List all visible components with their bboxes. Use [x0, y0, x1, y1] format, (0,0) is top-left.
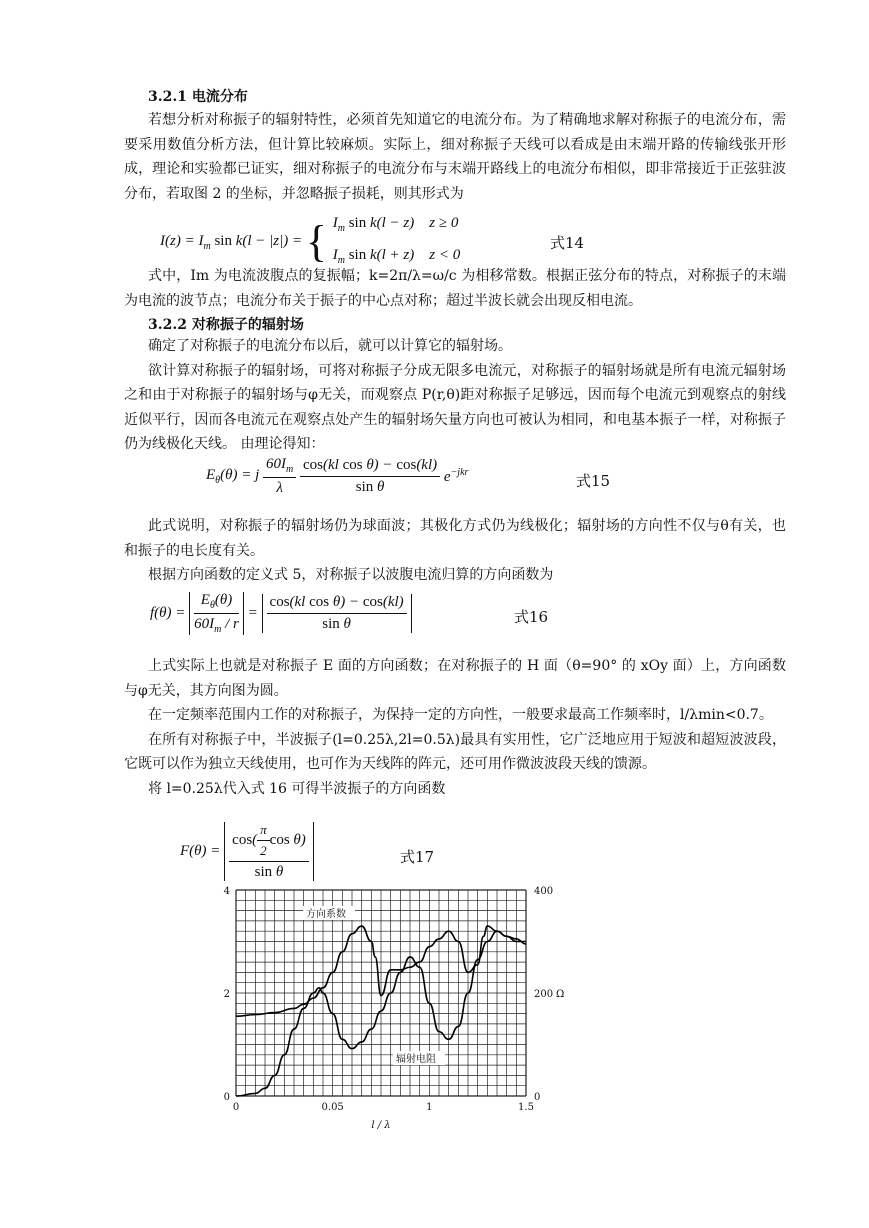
left-y-tick-label: 4	[223, 886, 230, 897]
right-y-tick-label: 400	[534, 886, 554, 897]
equation-17: F(θ) = cos( $\frac{\pi}{2}$ cos θ) sin θ	[180, 822, 314, 881]
paragraph-text: 将 l=0.25λ代入式 16 可得半波振子的方向函数	[148, 780, 446, 797]
label-directivity	[303, 906, 355, 920]
left-y-tick-label: 2	[223, 989, 230, 1000]
equation-14: $I(z) = I_m$ sin k(l − |z|) = { $I_m$ sin k(l − z) z ≥ 0 $I_m$ sin k(l + z) z < 0	[160, 215, 461, 266]
x-axis-label: l / λ	[371, 1120, 391, 1130]
fraction: $\frac{60I_m}{\lambda}$	[263, 456, 296, 497]
paragraph-direction-function	[124, 654, 786, 801]
x-tick-label: 0.05	[321, 1102, 344, 1113]
section-heading-radiation-field: 3.2.2 对称振子的辐射场	[148, 317, 304, 333]
series-label-radiation-resistance: 辐射电阻	[396, 1054, 436, 1065]
paragraph-radiation-properties	[124, 514, 786, 588]
fraction: $\frac{\text{cos(kl cos θ) − cos(kl)}}{\text{sin θ}}$	[300, 457, 440, 496]
left-y-tick-label: 0	[223, 1092, 230, 1103]
right-y-tick-label: 0	[534, 1092, 541, 1103]
x-tick-label: 1	[426, 1102, 433, 1113]
section-heading-current-distribution: 3.2.1 电流分布	[148, 89, 248, 105]
x-tick-label: 1.5	[518, 1102, 534, 1113]
series-label-directivity: 方向系数	[306, 909, 346, 920]
x-tick-label: 0	[232, 1102, 240, 1113]
paragraph-current-distribution	[124, 108, 786, 206]
equation-15-label: 式15	[576, 472, 611, 490]
equation-17-label: 式17	[400, 848, 435, 866]
equation-16: f(θ) = $\frac{E_\theta(\theta)}{60I_m / r}$ = $\frac{\text{cos(kl cos θ) − cos(kl)}}{\text{sin θ}}$	[150, 592, 412, 635]
chart-ticks	[224, 886, 553, 1113]
paragraph-text: 上式实际上也就是对称振子 E 面的方向函数；在对称振子的 H 面（θ=90° 的 xOy 面）上，方向函数与φ无关，其方向图为圆。	[124, 658, 786, 699]
paragraph-text: 在所有对称振子中，半波振子(l=0.25λ,2l=0.5λ)最具有实用性，它广泛地应用于短波和超短波波段，它既可以作为独立天线使用，也可作为天线阵的阵元，还可用作微波波段天线的馈源。	[124, 731, 786, 772]
equation-14-label: 式14	[550, 234, 585, 252]
half-wave-dipole-chart	[200, 880, 600, 1130]
paragraph-text: 欲计算对称振子的辐射场，可将对称振子分成无限多电流元，对称振子的辐射场就是所有电流元辐射场之和由于对称振子的辐射场与φ无关，而观察点 P(r,θ)距对称振子足够远，因而每个电流元到观察点的射线近似平行，因而各电流元在观察点处产生的辐射场矢量方向也可被认为相同，和电基本振子一样，对称振子仍为线极化天线。 由理论得知：	[124, 362, 786, 452]
right-y-tick-label: 200	[534, 989, 554, 1000]
paragraph-text: 确定了对称振子的电流分布以后，就可以计算它的辐射场。	[148, 338, 512, 354]
paragraph-current-explanation	[124, 264, 786, 313]
paragraph-text: 在一定频率范围内工作的对称振子，为保持一定的方向性，一般要求最高工作频率时，l/λmin<0.7。	[148, 707, 773, 723]
paragraph-text: 式中，Im 为电流波腹点的复振幅；k=2π/λ=ω/c 为相移常数。根据正弦分布的特点，对称振子的末端为电流的波节点；电流分布关于振子的中心点对称；超过半波长就会出现反相电流。	[124, 268, 786, 309]
label-radiation-resistance	[393, 1051, 445, 1065]
paragraph-radiation-intro	[124, 334, 786, 457]
paragraph-text: 若想分析对称振子的辐射特性，必须首先知道它的电流分布。为了精确地求解对称振子的电流分布，需要采用数值分析方法，但计算比较麻烦。实际上，细对称振子天线可以看成是由末端开路的传输线张开形成，理论和实验都已证实，细对称振子的电流分布与末端开路线上的电流分布相似，即非常接近于正弦驻波分布，若取图 2 的坐标，并忽略振子损耗，则其形式为	[124, 112, 786, 202]
equation-16-label: 式16	[514, 608, 549, 626]
paragraph-text: 此式说明，对称振子的辐射场仍为球面波；其极化方式仍为线极化；辐射场的方向性不仅与θ有关，也和振子的电长度有关。	[124, 518, 786, 559]
paragraph-text: 根据方向函数的定义式 5，对称振子以波腹电流归算的方向函数为	[148, 567, 554, 583]
right-axis-unit: Ω	[556, 989, 565, 1000]
brace-symbol: {	[305, 217, 327, 266]
equation-15: $E_\theta(\theta) = j$ $\frac{60I_m}{\lambda}$ $\frac{\text{cos(kl cos θ) − cos(kl)}}{\text{sin θ}}$ $e^{-jkr}$	[206, 456, 469, 496]
